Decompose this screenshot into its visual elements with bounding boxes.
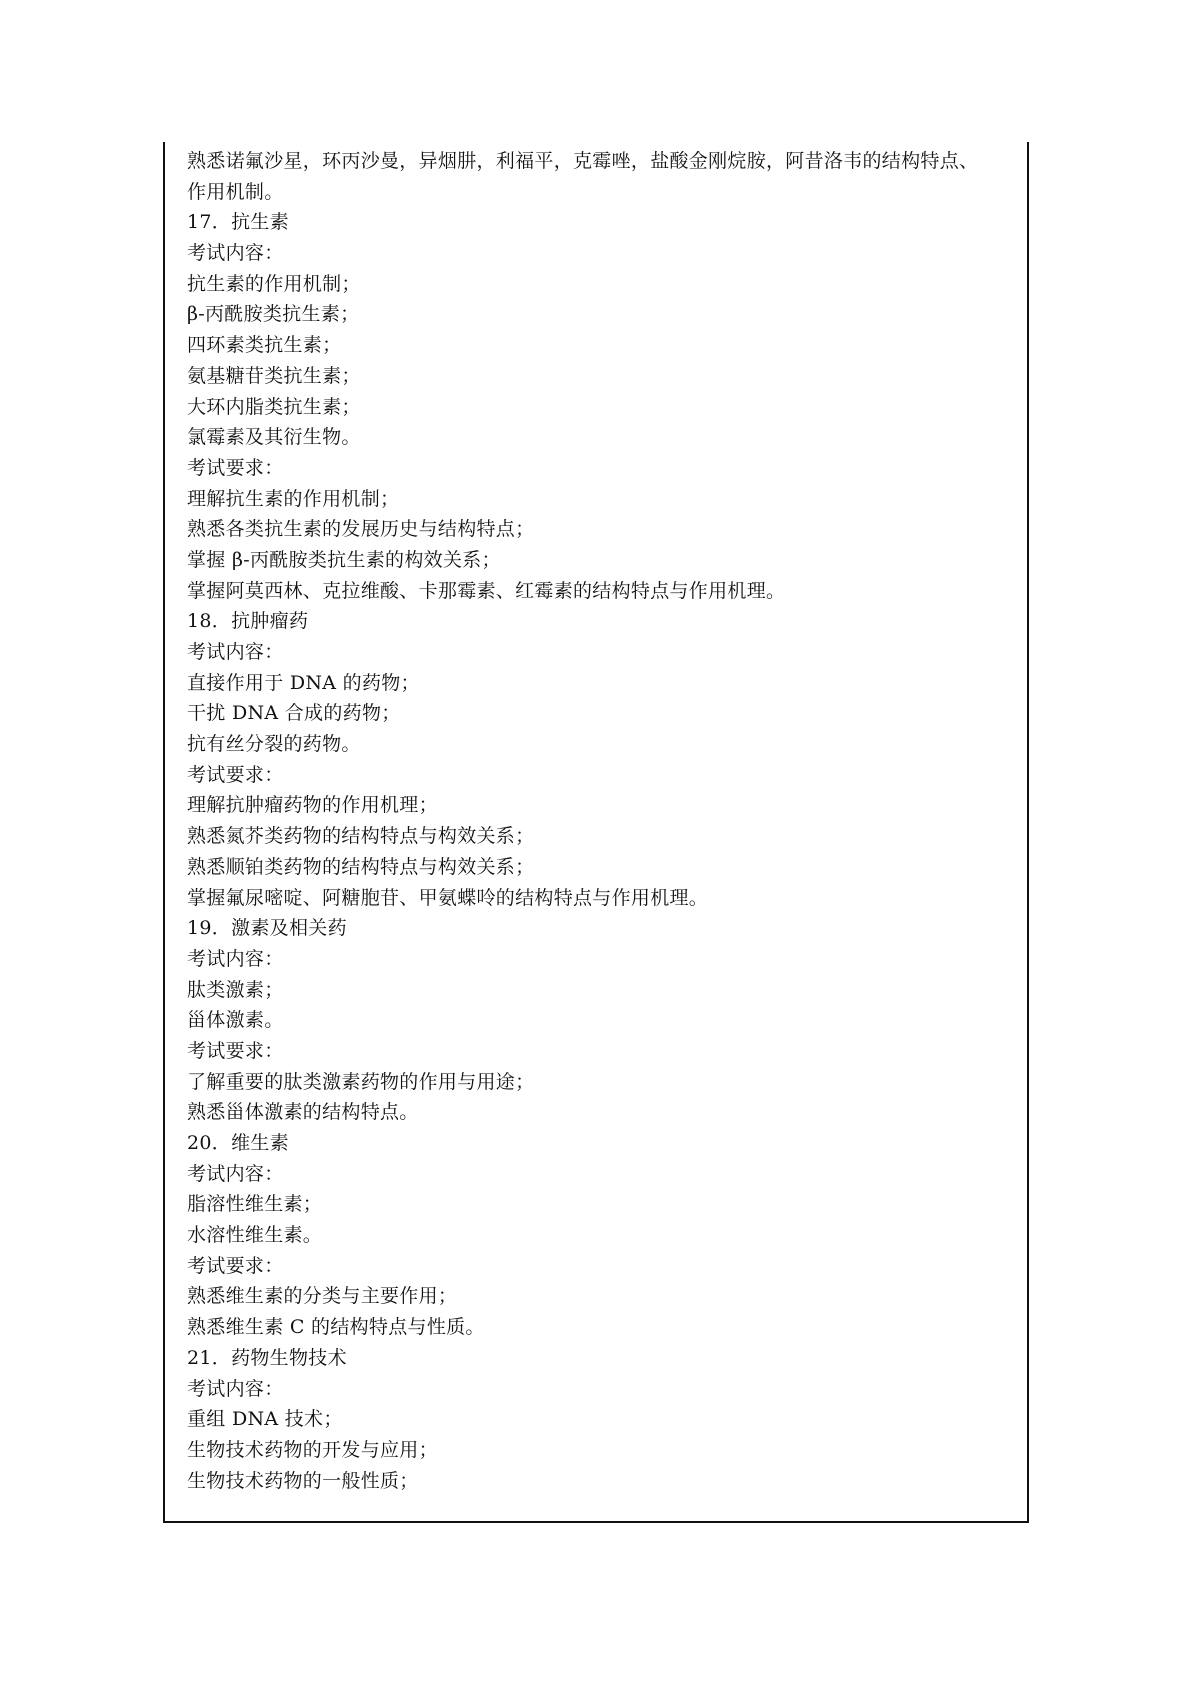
text-line: 熟悉维生素的分类与主要作用； bbox=[187, 1285, 458, 1308]
subheading: 考试内容： bbox=[187, 947, 284, 970]
subheading: 考试要求： bbox=[187, 456, 284, 479]
subheading: 考试要求： bbox=[187, 1039, 284, 1062]
text-line: 重组 DNA 技术； bbox=[187, 1408, 343, 1431]
section-heading: 20．维生素 bbox=[187, 1132, 289, 1154]
text-line: 熟悉各类抗生素的发展历史与结构特点； bbox=[187, 518, 535, 541]
subheading: 考试要求： bbox=[187, 763, 284, 786]
section-heading: 21．药物生物技术 bbox=[187, 1346, 347, 1369]
text-line: 肽类激素； bbox=[187, 978, 284, 1001]
text-line: 抗生素的作用机制； bbox=[187, 272, 361, 295]
section-heading: 19．激素及相关药 bbox=[187, 917, 347, 940]
text-line: 熟悉诺氟沙星，环丙沙曼，异烟肼，利福平，克霉唑，盐酸金刚烷胺，阿昔洛韦的结构特点、 bbox=[187, 150, 979, 172]
text-line: 熟悉维生素 C 的结构特点与性质。 bbox=[187, 1316, 485, 1339]
text-line: 掌握氟尿嘧啶、阿糖胞苷、甲氨蝶呤的结构特点与作用机理。 bbox=[187, 886, 709, 909]
text-line: 水溶性维生素。 bbox=[187, 1224, 323, 1247]
text-line: β-丙酰胺类抗生素； bbox=[187, 303, 360, 326]
text-line: 了解重要的肽类激素药物的作用与用途； bbox=[187, 1070, 535, 1093]
text-line: 理解抗生素的作用机制； bbox=[187, 487, 400, 510]
subheading: 考试内容： bbox=[187, 641, 284, 663]
text-line: 干扰 DNA 合成的药物； bbox=[187, 702, 401, 725]
text-line: 直接作用于 DNA 的药物； bbox=[187, 671, 420, 694]
text-line: 四环素类抗生素； bbox=[187, 334, 342, 357]
text-line: 生物技术药物的一般性质； bbox=[187, 1469, 419, 1492]
text-line: 掌握阿莫西林、克拉维酸、卡那霉素、红霉素的结构特点与作用机理。 bbox=[187, 579, 786, 602]
text-line: 熟悉氮芥类药物的结构特点与构效关系； bbox=[187, 825, 535, 848]
text-line: 熟悉顺铂类药物的结构特点与构效关系； bbox=[187, 855, 535, 878]
subheading: 考试内容： bbox=[187, 1377, 284, 1400]
subheading: 考试内容： bbox=[187, 242, 284, 265]
text-line: 作用机制。 bbox=[187, 180, 284, 203]
subheading: 考试内容： bbox=[187, 1162, 284, 1185]
text-line: 氯霉素及其衍生物。 bbox=[187, 426, 361, 449]
text-line: 掌握 β-丙酰胺类抗生素的构效关系； bbox=[187, 548, 501, 571]
text-line: 理解抗肿瘤药物的作用机理； bbox=[187, 794, 438, 817]
section-heading: 17．抗生素 bbox=[187, 211, 289, 234]
section-heading: 18．抗肿瘤药 bbox=[187, 610, 309, 633]
text-line: 脂溶性维生素； bbox=[187, 1193, 323, 1216]
subheading: 考试要求： bbox=[187, 1254, 284, 1277]
text-line: 氨基糖苷类抗生素； bbox=[187, 364, 361, 387]
document-body bbox=[187, 146, 1017, 1496]
text-line: 抗有丝分裂的药物。 bbox=[187, 733, 361, 756]
text-line: 熟悉甾体激素的结构特点。 bbox=[187, 1101, 419, 1124]
text-line: 生物技术药物的开发与应用； bbox=[187, 1438, 438, 1461]
text-line: 大环内脂类抗生素； bbox=[187, 395, 361, 418]
text-line: 甾体激素。 bbox=[187, 1009, 284, 1032]
